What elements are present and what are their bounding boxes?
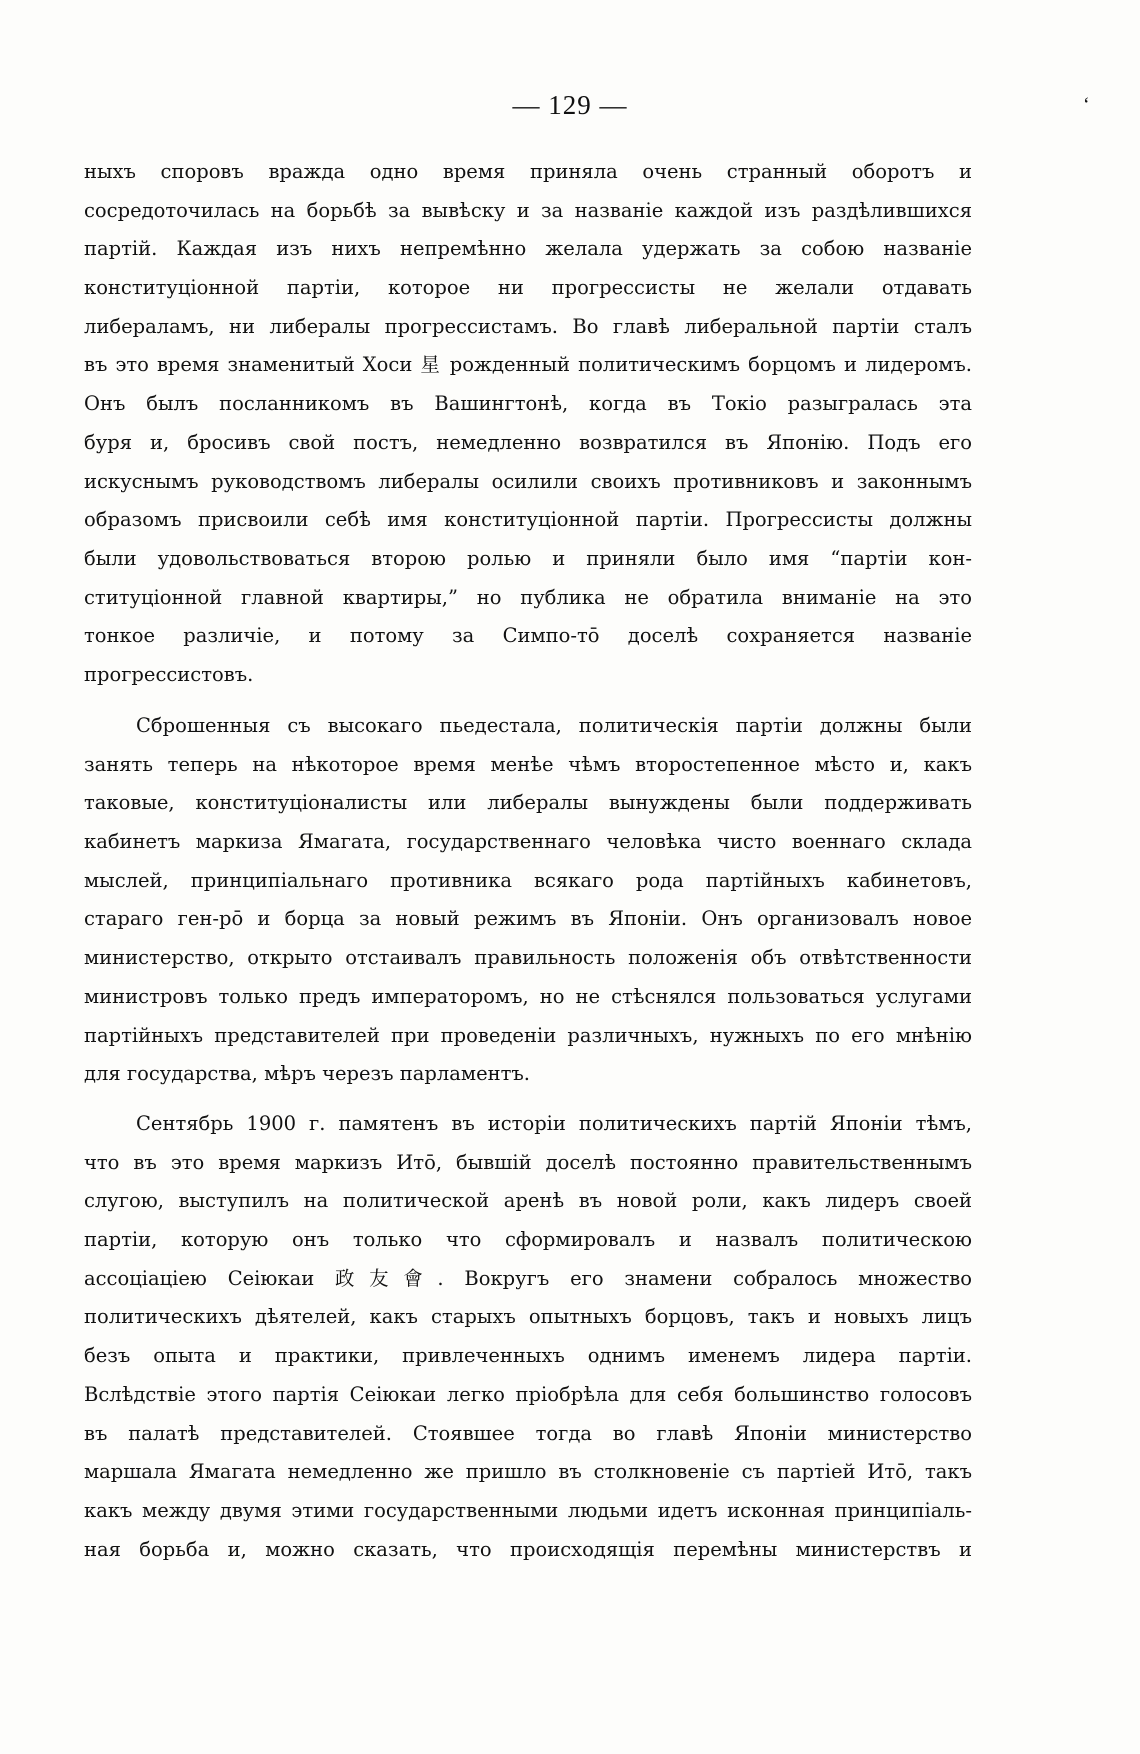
text-line: образомъ присвоили себѣ имя конституціонной партіи. Прогрессисты должны [84,508,972,532]
text-line: были удовольствоваться второю ролью и приняли было имя “партіи кон- [84,546,972,570]
text-line: безъ опыта и практики, привлеченныхъ однимъ именемъ лидера партіи. [84,1344,972,1368]
paragraph-3 [84,1105,972,1569]
text-line: министровъ только предъ императоромъ, но не стѣснялся пользоваться услугами [84,984,972,1008]
text-line: занять теперь на нѣкоторое время менѣе чѣмъ второстепенное мѣсто и, какъ [84,752,972,776]
text-line: въ это время знаменитый Хоси 星 рожденный политическимъ борцомъ и лидеромъ. [84,353,972,377]
text-line: конституціонной партіи, которое ни прогрессисты не желали отдавать [84,276,972,300]
text-line: ассоціаціею Сеіюкаи 政友會. Вокругъ его знамени собралось множество [84,1266,972,1290]
text-line: мыслей, принципіальнаго противника всякаго рода партійныхъ кабинетовъ, [84,868,972,892]
text-line: Сброшенныя съ высокаго пьедестала, политическія партіи должны были [136,714,972,737]
margin-mark: ‘ [1083,94,1090,116]
text-line: буря и, бросивъ свой постъ, немедленно возвратился въ Японію. Подъ его [84,430,972,454]
text-line: искуснымъ руководствомъ либералы осилили своихъ противниковъ и законнымъ [84,469,972,493]
text-line: политическихъ дѣятелей, какъ старыхъ опытныхъ борцовъ, такъ и новыхъ лицъ [84,1305,972,1329]
text-line: маршала Ямагата немедленно же пришло въ столкновеніе съ партіей Итō, такъ [84,1460,972,1484]
text-line: стараго ген-рō и борца за новый режимъ въ Японіи. Онъ организовалъ новое [84,907,972,931]
text-line: сосредоточилась на борьбѣ за вывѣску и за названіе каждой изъ раздѣлившихся [84,198,972,222]
text-line: Вслѣдствіе этого партія Сеіюкаи легко пріобрѣла для себя большинство голосовъ [84,1382,972,1406]
text-line: партій. Каждая изъ нихъ непремѣнно желала удержать за собою названіе [84,237,972,261]
text-line: ная борьба и, можно сказать, что происходящія перемѣны министерствъ и [84,1537,972,1561]
text-line: министерство, открыто отстаивалъ правильность положенія объ отвѣтственности [84,946,972,970]
text-line: прогрессистовъ. [84,662,254,686]
text-line: какъ между двумя этими государственными людьми идетъ исконная принципіаль- [84,1498,972,1522]
text-line: для государства, мѣръ черезъ парламентъ. [84,1062,530,1086]
text-line: партіи, которую онъ только что сформировалъ и назвалъ политическою [84,1228,972,1252]
text-line: партійныхъ представителей при проведеніи различныхъ, нужныхъ по его мнѣнію [84,1023,972,1047]
text-line: Онъ былъ посланникомъ въ Вашингтонѣ, когда въ Токіо разыгралась эта [84,392,972,416]
text-line: слугою, выступилъ на политической аренѣ въ новой роли, какъ лидеръ своей [84,1189,972,1213]
text-line: ституціонной главной квартиры,” но публика не обратила вниманіе на это [84,585,972,609]
text-line: либераламъ, ни либералы прогрессистамъ. Во главѣ либеральной партіи сталъ [84,314,972,338]
text-line: въ палатѣ представителей. Стоявшее тогда во главѣ Японіи министерство [84,1421,972,1445]
text-line: Сентябрь 1900 г. памятенъ въ исторіи политическихъ партій Японіи тѣмъ, [136,1112,972,1135]
text-line: кабинетъ маркиза Ямагата, государственнаго человѣка чисто военнаго склада [84,830,972,854]
paragraph-1 [84,153,972,695]
text-line: таковые, конституціоналисты или либералы вынуждены были поддерживать [84,791,972,815]
text-line: тонкое различіе, и потому за Симпо-тō доселѣ сохраняется названіе [84,624,972,648]
text-line: что въ это время маркизъ Итō, бывшій доселѣ постоянно правительственнымъ [84,1150,972,1174]
page-number: — 129 — [512,90,628,120]
paragraph-2 [84,707,972,1094]
text-line: ныхъ споровъ вражда одно время приняла очень странный оборотъ и [84,160,972,183]
